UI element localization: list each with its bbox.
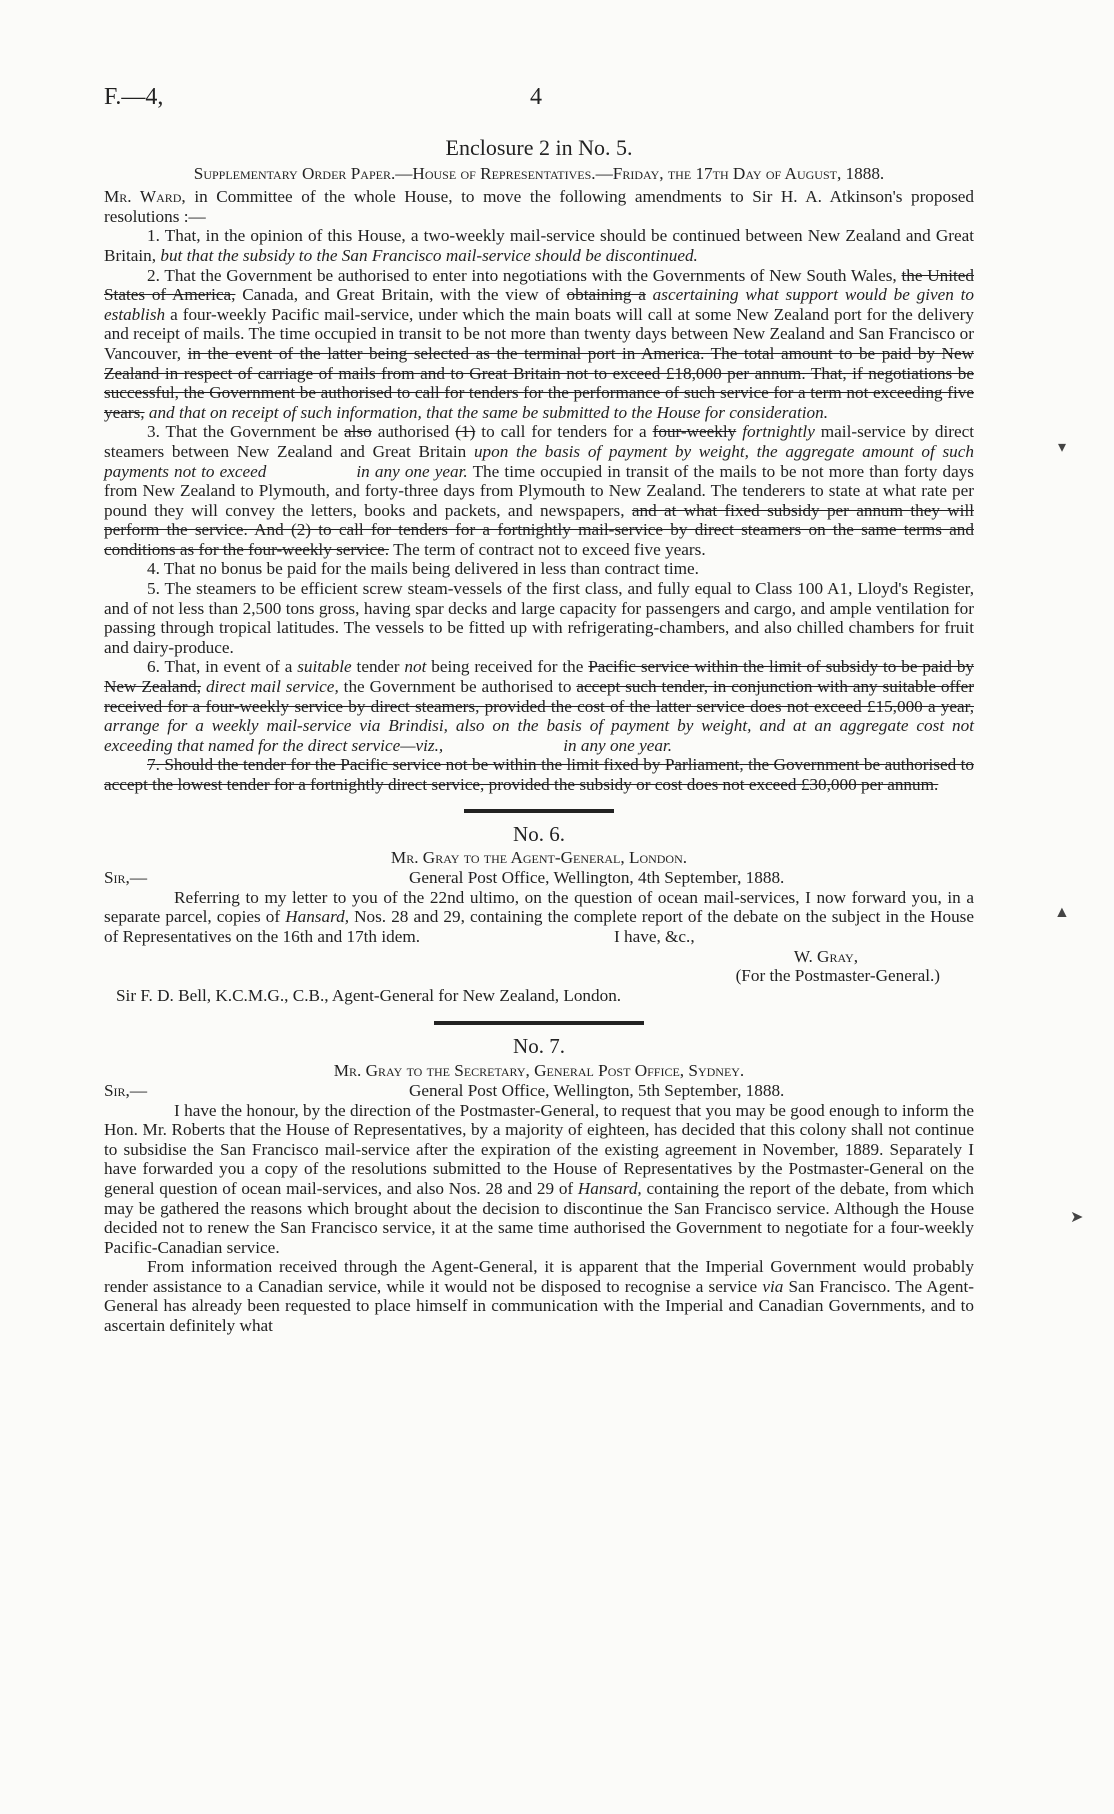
- section-divider: [464, 809, 614, 813]
- section-6-subtitle: [104, 848, 974, 868]
- section-7-subtitle: [104, 1061, 974, 1081]
- struck-text: also: [344, 422, 372, 442]
- inserted-text: in any one year.: [563, 735, 673, 755]
- enclosure-title: Enclosure 2 in No. 5.: [445, 135, 633, 160]
- inserted-text: suitable: [297, 657, 352, 677]
- section-6-body-text: Nos. 28 and 29, containing the complete report of the debate on the subject in the House of Representatives on the 16th and 17th idem.: [104, 907, 974, 946]
- resolution-7: [104, 755, 974, 794]
- section-7-subtitle-text: Mr. Gray to the Secretary, General Post Office, Sydney.: [333, 1060, 745, 1080]
- resolution-3-text: 3. That the Government be: [147, 422, 339, 442]
- section-7-text: containing the report of the debate, from which may be gathered the reasons which brought about the decision to discontinue the San Francisco service. Although the House decided not to renew the San Francisco service, it at the same time authorised the Government to negotiate for a four-weekly Pacific-Canadian service.: [104, 1178, 975, 1257]
- mover-name: Mr. Ward,: [104, 187, 186, 207]
- resolution-6-text: tender: [356, 657, 400, 677]
- hansard-ref: Hansard,: [285, 907, 350, 927]
- closing-row: [104, 927, 974, 947]
- resolution-3-text: The term of contract not to exceed five years.: [393, 539, 706, 559]
- paper-reference: F.—4,: [104, 84, 164, 110]
- section-6-subtitle-text: Mr. Gray to the Agent-General, London.: [390, 848, 688, 868]
- resolution-2-text: 2. That the Government be authorised to enter into negotiations with the Governments of New South Wales,: [147, 265, 897, 285]
- intro-paragraph: [104, 187, 974, 226]
- struck-text: and at what fixed subsidy per annum they will perform the service. And (2) to call for tenders for a fortnightly mail-service by direct steamers on the same terms and conditions as for the four-weekly service.: [104, 500, 974, 559]
- resolution-4: 4. That no bonus be paid for the mails being delivered in less than contract time.: [147, 559, 699, 579]
- resolution-3-text: to call for tenders for a: [481, 422, 647, 442]
- inserted-text: fortnightly: [742, 422, 815, 442]
- struck-text: accept such tender, in conjunction with any suitable offer received for a four-weekly service by direct steamers, provided the cost of the latter service does not exceed £15,000 a year,: [104, 677, 975, 716]
- struck-text: Pacific service within the limit of subsidy to be paid by New Zealand,: [104, 657, 975, 697]
- struck-text: (1): [455, 422, 476, 442]
- resolution-3: [104, 422, 974, 559]
- section-6-dateline: [104, 868, 974, 888]
- salutation: Sir,—: [104, 1080, 148, 1100]
- letter-address: General Post Office, Wellington, 4th September, 1888.: [409, 867, 785, 887]
- inserted-text: ascertaining what support would be given to establish: [104, 285, 975, 324]
- section-7-text: San Francisco. The Agent-General has already been requested to place himself in communication with the Imperial and Canadian Governments, and to ascertain definitely what: [104, 1276, 975, 1336]
- salutation: Sir,—: [104, 867, 148, 887]
- inserted-text: and that on receipt of such information, that the same be submitted to the House for consideration.: [148, 402, 829, 422]
- section-7-dateline: [104, 1081, 974, 1101]
- hansard-ref: Hansard,: [577, 1178, 642, 1198]
- order-paper-heading: Supplementary Order Paper.—House of Representatives.—Friday, the 17th Day of August, 1888.: [193, 163, 885, 183]
- section-7-text: From information received through the Agent-General, it is apparent that the Imperial Government would probably render assistance to a Canadian service, while it would not be disposed to recognise a service: [104, 1257, 974, 1296]
- resolution-3-text: The time occupied in transit of the mails to be not more than forty days from New Zealand to Plymouth, and forty-three days from Plymouth to New Zealand. The tenderers to state at what rate per pound they will convey the letters, books and packets, and newspapers,: [104, 461, 974, 520]
- letter-address: General Post Office, Wellington, 5th September, 1888.: [409, 1080, 785, 1100]
- section-7-paragraph-1: [104, 1101, 974, 1258]
- section-divider: [434, 1021, 644, 1025]
- resolution-1-insert: but that the subsidy to the San Francisco mail-service should be discontinued.: [160, 245, 698, 265]
- inserted-text: arrange for a weekly mail-service via Brindisi, also on the basis of payment by weight, and at an aggregate cost not exceeding that named for the direct service—viz.,: [104, 716, 974, 755]
- addressee: Sir F. D. Bell, K.C.M.G., C.B., Agent-General for New Zealand, London.: [116, 985, 622, 1005]
- resolution-6: [104, 657, 974, 755]
- resolution-3-text: authorised: [377, 422, 450, 442]
- resolution-6-text: being received for the: [431, 657, 584, 677]
- document-page: [104, 84, 974, 1336]
- resolution-1-text: 1. That, in the opinion of this House, a two-weekly mail-service should be continued between New Zealand and Great Britain,: [104, 226, 974, 265]
- signature: W. Gray,: [793, 946, 858, 966]
- resolution-5: 5. The steamers to be efficient screw steam-vessels of the first class, and fully equal to Class 100 A1, Lloyd's Register, and of not less than 2,500 tons gross, having spar decks and large capacity for passengers and cargo, and ample ventilation for passing through tropical latitudes. The vessels to be fitted up with refrigerating-chambers, and also chilled chambers for fruit and dairy-produce.: [104, 579, 974, 657]
- resolution-2-text: a four-weekly Pacific mail-service, under which the main boats will call at some New Zealand port for the delivery and receipt of mails. The time occupied in transit to be not more than twenty days between New Zealand and San Francisco or Vancouver,: [104, 304, 974, 363]
- struck-text: 7. Should the tender for the Pacific service not be within the limit fixed by Parliament, the Government be authorised to accept the lowest tender for a fortnightly direct service, provided the subsidy or cost does not exceed £30,000 per annum.: [104, 755, 974, 794]
- inserted-text: upon the basis of payment by weight, the aggregate amount of such payments not to exceed: [104, 441, 974, 481]
- margin-mark: ▲: [1054, 904, 1070, 921]
- resolution-6-text: the Government be authorised to: [343, 677, 572, 697]
- section-7-text: I have the honour, by the direction of the Postmaster-General, to request that you may be good enough to inform the Hon. Mr. Roberts that the House of Representatives, by a majority of eighteen, has decided that this colony shall not continue to subsidise the San Francisco mail-service after the expiration of the existing agreement in November, 1889. Separately I have forwarded you a copy of the resolutions submitted to the House of Representatives by the Postmaster-General on the general question of ocean mail-services, and also Nos. 28 and 29 of: [104, 1100, 974, 1198]
- section-7-paragraph-2: [104, 1257, 974, 1335]
- section-7-title: No. 7.: [513, 1034, 565, 1059]
- resolution-1: [104, 226, 974, 265]
- resolution-2-text: Canada, and Great Britain, with the view of: [242, 285, 560, 305]
- resolution-2: [104, 266, 974, 423]
- inserted-text: in any one year.: [356, 461, 468, 481]
- struck-text: in the event of the latter being selected as the terminal port in America. The total amount to be paid by New Zealand in respect of carriage of mails from and to Great Britain not to exceed £18,000 per annum. That, if negotiations be successful, the Government be authorised to call for tenders for the performance of such service for a term not exceeding five years,: [104, 343, 974, 422]
- margin-mark: ➤: [1070, 1209, 1084, 1226]
- signature-capacity: (For the Postmaster-General.): [735, 966, 940, 986]
- inserted-text: not: [404, 657, 427, 677]
- margin-mark: ▾: [1058, 439, 1067, 456]
- inserted-text: direct mail service,: [205, 677, 339, 697]
- page-header: [104, 84, 974, 112]
- via-italic: via: [762, 1276, 784, 1296]
- closing: I have, &c.,: [614, 926, 695, 946]
- resolution-6-text: 6. That, in event of a: [147, 657, 293, 677]
- struck-text: the United States of America,: [104, 265, 975, 305]
- page-number: 4: [530, 84, 542, 110]
- struck-text: obtaining a: [566, 285, 646, 305]
- section-6-title: No. 6.: [513, 821, 565, 846]
- struck-text: four-weekly: [652, 422, 737, 442]
- intro-text: in Committee of the whole House, to move the following amendments to Sir H. A. Atkinson's proposed resolutions :—: [104, 187, 974, 226]
- section-6-body-text: Referring to my letter to you of the 22nd ultimo, on the question of ocean mail-services, I now forward you, in a separate parcel, copies of: [104, 887, 974, 927]
- resolution-3-text: mail-service by direct steamers between New Zealand and Great Britain: [104, 422, 974, 461]
